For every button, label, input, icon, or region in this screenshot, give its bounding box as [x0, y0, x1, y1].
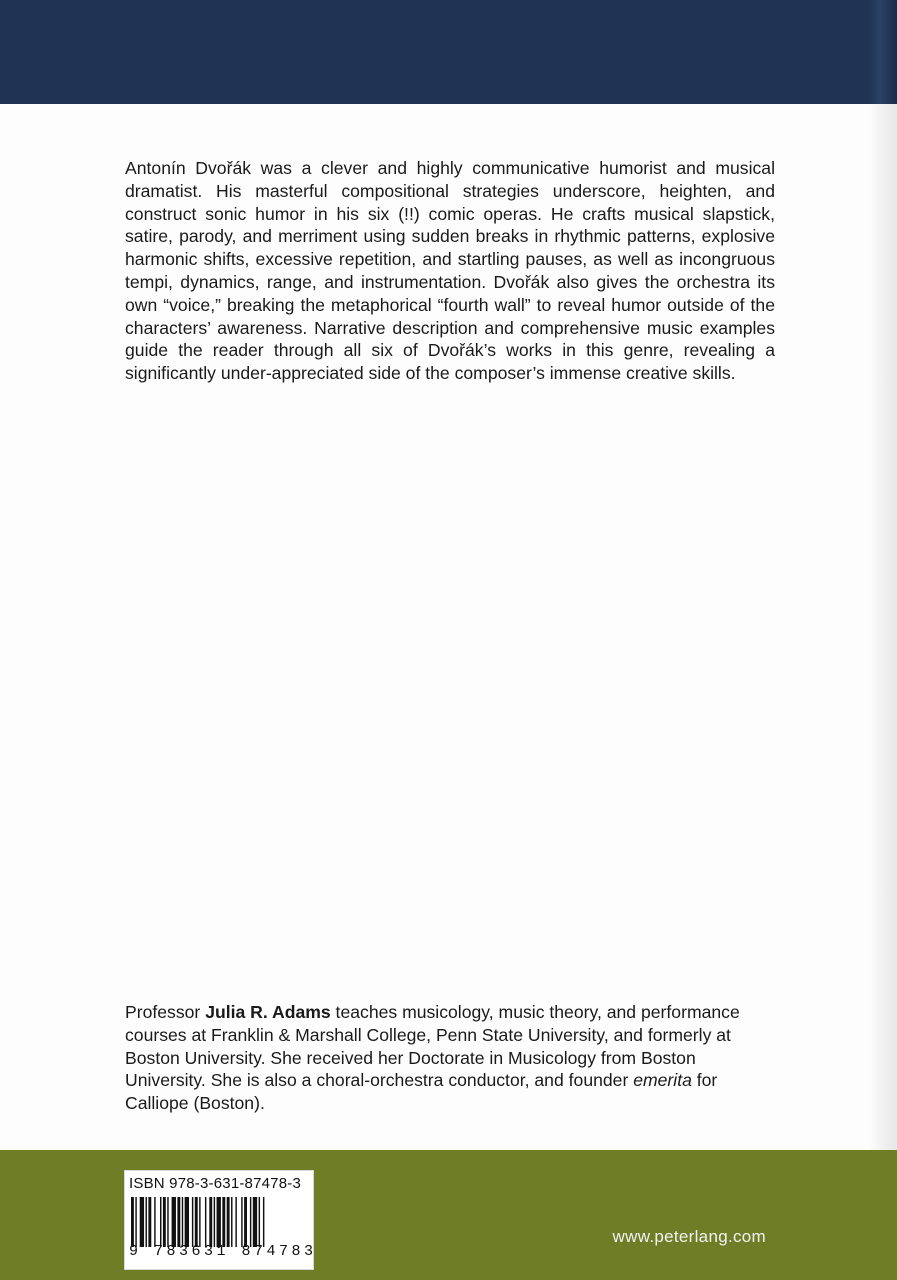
barcode-digits: 9 783631 874783 — [129, 1243, 317, 1260]
bio-prefix: Professor — [125, 1002, 206, 1022]
top-color-band — [0, 0, 897, 104]
bio-text-part2: for Calliope (Boston). — [125, 1070, 718, 1114]
isbn-barcode-box — [124, 1170, 317, 1270]
isbn-label: ISBN 978-3-631-87478-3 — [129, 1175, 302, 1192]
author-name: Julia R. Adams — [205, 1002, 331, 1022]
barcode-icon — [129, 1197, 309, 1247]
book-description: Antonín Dvořák was a clever and highly communicative humorist and musical dramatist. His masterful compositional strategies underscore, heighten, and construct sonic humor in his six (!!) comic operas. He crafts musical slapstick, satire, parody, and merriment using sudden breaks in rhythmic patterns, explosive harmonic shifts, excessive repetition, and startling pauses, as well as incongruous tempi, dynamics, range, and instrumentation. Dvořák also gives the orchestra its own “voice,” breaking the metaphorical “fourth wall” to reveal humor outside of the characters’ awareness. Narrative description and comprehensive music examples guide the reader through all six of Dvořák’s works in this genre, revealing a significantly under-appreciated side of the composer’s immense creative skills. — [125, 158, 775, 384]
bio-emphasis: emerita — [633, 1070, 692, 1091]
spine-edge — [869, 0, 897, 104]
bio-text-part1: teaches musicology, music theory, and performance courses at Franklin & Marshall College, Penn State University, and formerly at Boston University. She received her Doctorate in Musicology from Boston University. She is also a choral-orchestra conductor, and founder — [125, 1002, 740, 1091]
publisher-website: www.peterlang.com — [612, 1227, 766, 1246]
right-cover-edge — [869, 104, 897, 1150]
author-bio — [125, 1001, 775, 1115]
